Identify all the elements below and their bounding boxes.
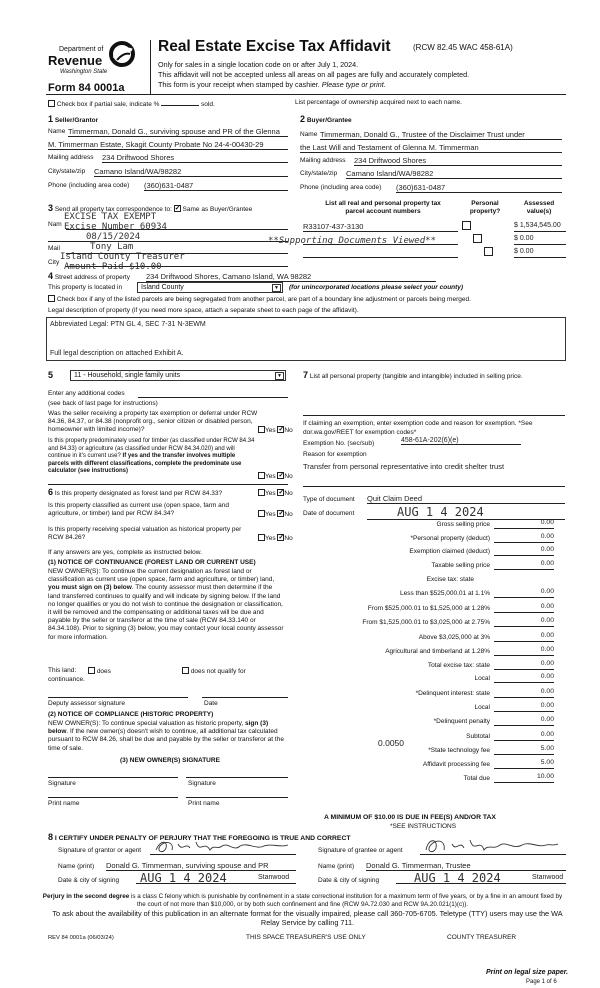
current-use-no-checkbox[interactable]: [277, 510, 284, 517]
sec5-q2-options: Yes ✓ No: [258, 472, 293, 480]
owner-print-label-1: Print name: [48, 800, 80, 807]
stamp-line-1: EXCISE TAX EXEMPT: [64, 212, 157, 222]
tax-row-label: Affidavit processing fee: [422, 761, 490, 768]
unincorporated-note: (for unincorporated locations please select your county): [289, 284, 464, 291]
tax-row-value[interactable]: 5.00: [494, 745, 554, 755]
does-not-qualify-checkbox[interactable]: [182, 667, 189, 674]
buyer-city-row: City/state/zip Camano Island/WA/98282: [300, 170, 562, 177]
buyer-mail-field[interactable]: 234 Driftwood Shores: [354, 156, 562, 166]
tax-row-label: From $525,000.01 to $1,525,000 at 1.28%: [367, 605, 490, 612]
same-as-buyer-checkbox[interactable]: [174, 205, 181, 212]
state-line: Washington State: [60, 69, 108, 75]
deputy-sig-line: [48, 697, 188, 698]
header-divider: [150, 40, 151, 95]
chevron-down-icon: ▼: [272, 284, 281, 292]
alt-format-notice: To ask about the availability of this publication in an alternate format for the visually impaired, please call 360-705-6705. Teletype (TTY) users may use the WA Relay Service by calling 711.: [52, 909, 563, 927]
reason-field[interactable]: Transfer from personal representative into credit shelter trust: [303, 462, 505, 471]
form-number: Form 84 0001a: [48, 82, 125, 94]
historic-no-checkbox[interactable]: [277, 534, 284, 541]
tax-row-value[interactable]: 0.00: [494, 560, 554, 570]
buyer-heading: 2 Buyer/Grantee: [300, 114, 352, 124]
certify-heading: 8 I CERTIFY UNDER PENALTY OF PERJURY THAT THE FOREGOING IS TRUE AND CORRECT: [48, 832, 351, 842]
tax-row-value[interactable]: 0.00: [494, 731, 554, 741]
seller-city-row: City/state/zip Camano Island/WA/98282: [48, 168, 288, 175]
rev-number: REV 84 0001a (06/03/24): [48, 935, 114, 941]
legal-line-1: Abbreviated Legal: PTN GL 4, SEC 7-31 N-3EWM: [50, 321, 206, 328]
legal-description-box[interactable]: [46, 317, 566, 361]
partial-sale-row: Check box if partial sale, indicate % sold.: [48, 100, 215, 108]
tax-row-value[interactable]: 0.00: [494, 617, 554, 627]
assessed-value-1[interactable]: $ 1,534,545.00: [514, 222, 566, 232]
sec3-city-label: City: [48, 259, 60, 266]
sec5-rule: [48, 484, 288, 485]
tax-row-label: Local: [474, 675, 490, 682]
personal-property-checkbox-1[interactable]: [462, 221, 471, 230]
sec3-mail-label: Mail: [48, 245, 60, 252]
parcel-header-value: Assessed value(s): [523, 200, 555, 215]
stamp-line-3: 08/15/2024: [86, 232, 141, 242]
assessed-value-2[interactable]: $ 0.00: [514, 235, 566, 245]
tax-row-label: *Delinquent penalty: [433, 718, 490, 725]
sec5-num: 5: [48, 370, 54, 380]
page-number: Page 1 of 6: [526, 979, 557, 985]
local-rate: 0.0050: [378, 738, 404, 748]
forest-yes-checkbox[interactable]: [258, 489, 265, 496]
compliance-heading: (2) NOTICE OF COMPLIANCE (HISTORIC PROPERTY): [48, 711, 214, 718]
sec6-q3-options: Yes ✓ No: [258, 534, 293, 542]
current-use-yes-checkbox[interactable]: [258, 510, 265, 517]
tax-row-value[interactable]: 0.00: [494, 632, 554, 642]
sec5-q1: Was the seller receiving a property tax exemption or deferral under RCW 84.36, 84.37, or 84.38 (nonprofit org., senior citizen or disabled person, homeowner with limited income)?: [48, 410, 258, 433]
stamp-line-4: Tony Lam: [90, 242, 134, 252]
seller-mail-field[interactable]: 234 Driftwood Shores: [102, 153, 288, 163]
sec3-heading: 3 Send all property tax correspondence to: ✓ Same as Buyer/Grantee: [48, 203, 252, 213]
stamp-line-6: Amount Paid $10.00: [64, 262, 162, 272]
exempt-no-row: Exemption No. (sec/sub) 458-61A-202(6)(e): [303, 440, 565, 447]
new-owner-sig-heading: (3) NEW OWNER(S) SIGNATURE: [120, 757, 220, 764]
tax-row-value[interactable]: 5.00: [494, 759, 554, 769]
continuance-heading: (1) NOTICE OF CONTINUANCE (FOREST LAND OR CURRENT USE): [48, 559, 256, 566]
chevron-down-icon: ▼: [275, 372, 284, 380]
tax-row-label: From $1,525,000.01 to $3,025,000 at 2.75%: [362, 619, 490, 626]
parcel-header-acct: List all real and personal property tax parcel account numbers: [325, 200, 441, 215]
tax-row-label: *State technology fee: [428, 747, 490, 754]
dept-line: Department of: [59, 46, 104, 53]
doc-type-row: Type of document Quit Claim Deed: [303, 496, 565, 503]
owner-sig-label-2: Signature: [188, 780, 216, 787]
grantor-signature: [152, 838, 292, 856]
grantee-name-row: Name (print) Donald G. Timmerman, Trustee: [318, 863, 568, 870]
tax-row-value[interactable]: 0.00: [494, 673, 554, 683]
tax-row-value[interactable]: 0.00: [494, 702, 554, 712]
tax-row-value[interactable]: 0.00: [494, 546, 554, 556]
buyer-name-line-1[interactable]: Timmerman, Donald G., Trustee of the Disclaimer Trust under: [320, 130, 562, 140]
additional-codes-field: [138, 397, 288, 398]
ownership-note: List percentage of ownership acquired next to each name.: [295, 99, 462, 106]
tax-row-value[interactable]: 0.00: [494, 716, 554, 726]
tax-row-label: Less than $525,000.01 at 1.1%: [400, 590, 490, 597]
grantee-date-row: Date & city of signing AUG 1 4 2024 Stanwood: [318, 877, 568, 884]
tax-row-label: Taxable selling price: [431, 562, 490, 569]
owner-print-line-2: [186, 797, 288, 798]
tax-row-label: Excise tax: state: [426, 576, 474, 583]
personal-property-line: [303, 415, 565, 416]
tax-row-value[interactable]: 0.00: [494, 533, 554, 543]
perjury-notice: Perjury in the second degree is a class C felony which is punishable by confinement in a state correctional institution for a maximum term of five years, or by a fine in an amount fixed by the court of not more than $10,000, or by both such confinement and fine (RCW 9A.72.030 and RCW 9A.20.021(1)(c)).: [42, 893, 563, 908]
buyer-phone-row: Phone (including area code) (360)631-0487: [300, 184, 562, 191]
tax-row-value[interactable]: 0.00: [494, 588, 554, 598]
tax-row-label: Agricultural and timberland at 1.28%: [385, 648, 490, 655]
dor-logo: [48, 40, 146, 80]
sec6-q1: 6 Is this property designated as forest land per RCW 84.33?: [48, 487, 223, 497]
sec6-q2-options: Yes ✓ No: [258, 510, 293, 518]
parcel-header-personal: Personal property?: [469, 200, 501, 215]
sec6-q1-options: Yes ✓ No: [258, 489, 293, 497]
tax-row-label: Above $3,025,000 at 3%: [418, 634, 490, 641]
sec6-note: If any answers are yes, complete as instructed below.: [48, 549, 202, 556]
parcel-acct-3[interactable]: [303, 248, 458, 258]
exempt-stamp: [60, 212, 185, 272]
partial-sale-checkbox[interactable]: [48, 100, 55, 107]
seller-phone-field[interactable]: (360)631-0487: [144, 181, 288, 191]
exempt-note: If claiming an exemption, enter exemption code and reason for exemption. *See dor.wa.gov/REET for exemption codes*: [303, 420, 533, 436]
header-line-1: Only for sales in a single location code on or after July 1, 2024.: [158, 60, 359, 69]
tax-row-value[interactable]: 10.00: [494, 773, 554, 783]
parcel-acct-1[interactable]: R33107-437-3130: [303, 222, 458, 232]
grantee-sig-label: Signature of grantee or agent: [318, 847, 403, 854]
tax-row-label: Subtotal: [466, 733, 490, 740]
property-street-field[interactable]: 234 Driftwood Shores, Camano Island, WA 98282: [146, 272, 436, 282]
legal-line-2: Full legal description on attached Exhibit A.: [50, 350, 184, 357]
form-title: Real Estate Excise Tax Affidavit: [158, 38, 391, 55]
owner-sig-line-2: [186, 777, 288, 778]
personal-property-checkbox-2[interactable]: [473, 234, 482, 243]
assessed-value-3[interactable]: $ 0.00: [514, 248, 566, 258]
stamp-line-2: Excise Number 60934: [64, 222, 167, 232]
parcel-acct-2[interactable]: [303, 235, 458, 245]
seller-name-row: Name Timmerman, Donald G., surviving spouse and PR of the Glenna: [48, 128, 288, 135]
additional-codes-label: Enter any additional codes: [48, 390, 125, 397]
county-treasurer: COUNTY TREASURER: [447, 934, 517, 941]
grantee-name-field[interactable]: Donald G. Timmerman, Trustee: [366, 861, 566, 871]
sec5-q1-options: Yes ✓ No: [258, 426, 293, 434]
header-line-3: This form is your receipt when stamped by cashier. Please type or print.: [158, 80, 386, 89]
seller-city-field[interactable]: Camano Island/WA/98282: [94, 167, 288, 177]
owner-sig-label-1: Signature: [48, 780, 76, 787]
owner-print-line-1: [48, 797, 178, 798]
segregated-row: Check box if any of the listed parcels are being segregated from another parcel, are part of a boundary line adjustment or parcels being merged.: [48, 295, 573, 303]
forest-no-checkbox[interactable]: [277, 489, 284, 496]
sec4-street-row: 4 Street address of property 234 Driftwood Shores, Camano Island, WA 98282: [48, 271, 568, 281]
seller-name-line-1[interactable]: Timmerman, Donald G., surviving spouse and PR of the Glenna: [68, 127, 288, 137]
seller-name-line-2[interactable]: M. Timmerman Estate, Skagit County Probate No 24-4-00430-29: [48, 140, 288, 150]
deputy-sig-label: Deputy assessor signature: [48, 700, 125, 707]
buyer-phone-field[interactable]: (360)631-0487: [396, 183, 562, 193]
historic-yes-checkbox[interactable]: [258, 534, 265, 541]
form-rcw: (RCW 82.45 WAC 458-61A): [413, 43, 513, 52]
swirl-logo-icon: [108, 40, 136, 68]
reason-line: [303, 486, 565, 487]
buyer-city-field[interactable]: Camano Island/WA/98282: [346, 169, 562, 179]
doc-type-field[interactable]: Quit Claim Deed: [367, 494, 565, 504]
does-qualify-checkbox[interactable]: [88, 667, 95, 674]
q2-yes-checkbox[interactable]: [258, 472, 265, 479]
buyer-name-row: Name Timmerman, Donald G., Trustee of the Disclaimer Trust under: [300, 131, 562, 138]
sec3-name-label: Nam: [48, 221, 62, 228]
doc-date-field[interactable]: AUG 1 4 2024: [367, 505, 565, 520]
header-line-2: This affidavit will not be accepted unless all areas on all pages are fully and accurately completed.: [158, 70, 470, 79]
grantee-signature: [422, 836, 562, 856]
tax-row-value[interactable]: 0.00: [494, 646, 554, 656]
deputy-date-label: Date: [204, 700, 218, 707]
minimum-due-note: A MINIMUM OF $10.00 IS DUE IN FEE(S) AND/OR TAX: [324, 814, 496, 821]
tax-row-value[interactable]: 0.00: [494, 519, 554, 529]
grantor-name-field[interactable]: Donald G. Timmerman, surviving spouse and PR: [106, 861, 296, 871]
legal-paper-note: Print on legal size paper.: [486, 969, 569, 976]
sec5-q2: Is this property predominately used for timber (as classified under RCW 84.34 and 84.33) or agriculture (as classified under RCW 84.34.020) and will continue in it's current use? If yes and the transfer involves multiple parcels with different classifications, complete the predominate use calculator (see instructions): [48, 438, 255, 474]
sec6-q3: Is this property receiving special valuation as historical property per RCW 84.26?: [48, 526, 242, 541]
located-in-label: This property is located in: [48, 284, 123, 291]
doc-date-row: Date of document AUG 1 4 2024: [303, 510, 565, 517]
county-select[interactable]: Island County ▼: [137, 282, 283, 293]
tax-row-label: Total due: [463, 775, 490, 782]
tax-row-label: *Delinquent interest: state: [415, 690, 490, 697]
sec6-q2: Is this property classified as current use (open space, farm and agriculture, or timber) land per RCW 84.34?: [48, 502, 230, 517]
this-land-row: This land: does does not qualify for: [48, 667, 246, 675]
buyer-mail-row: Mailing address 234 Driftwood Shores: [300, 157, 562, 164]
reason-label: Reason for exemption: [303, 451, 367, 458]
dept-name: Revenue: [48, 53, 103, 68]
q1-no-checkbox[interactable]: [277, 426, 284, 433]
partial-percent-field[interactable]: [161, 105, 199, 106]
see-instructions: *SEE INSTRUCTIONS: [390, 823, 457, 830]
sec7-label: 7 List all personal property (tangible and intangible) included in selling price.: [303, 370, 523, 380]
grantor-name-row: Name (print) Donald G. Timmerman, surviving spouse and PR: [58, 863, 298, 870]
seller-phone-row: Phone (including area code) (360)631-0487: [48, 182, 288, 189]
owner-sig-line-1: [48, 777, 178, 778]
deputy-date-line: [202, 697, 288, 698]
tax-row-label: Gross selling price: [436, 521, 490, 528]
tax-row-label: Exemption claimed (deduct): [409, 548, 490, 555]
seller-mail-row: Mailing address 234 Driftwood Shores: [48, 154, 288, 161]
continuance-text: NEW OWNER(S): To continue the current designation as forest land or classification as current use (open space, farm and agriculture, or timber) land, you must sign on (3) below. The county assessor must then determine if the land transferred continues to qualify and will indicate by signing below. If the land no longer qualifies or you do not wish to continue the designation or classification, it will be removed and the compensating or additional taxes will be due and payable by the seller or transferor at the time of sale (RCW 84.33.140 or 84.34.108). Prior to signing (3) below, you may contact your local county assessor for more information.: [48, 568, 284, 641]
grantor-date-field[interactable]: AUG 1 4 2024 Stanwood: [136, 873, 296, 884]
q2-no-checkbox[interactable]: [277, 472, 284, 479]
continuance-word: continuance.: [48, 676, 85, 683]
seller-heading: 1 Seller/Grantor: [48, 114, 99, 124]
additional-codes-note: (see back of last page for instructions): [48, 400, 158, 407]
legal-desc-label: Legal description of property (if you need more space, attach a separate sheet to each page of the affidavit).: [48, 307, 359, 314]
tax-row-label: *Personal property (deduct): [410, 535, 490, 542]
stamp-line-5: Island County Treasurer: [60, 252, 185, 262]
segregated-checkbox[interactable]: [48, 295, 55, 302]
land-use-select[interactable]: 11 - Household, single family units ▼: [70, 370, 286, 381]
tax-row-value[interactable]: 0.00: [494, 688, 554, 698]
personal-property-checkbox-3[interactable]: [484, 247, 493, 256]
supporting-docs-stamp: **Supporting Documents Viewed**: [268, 236, 436, 246]
grantor-sig-label: Signature of grantor or agent: [58, 847, 142, 854]
treasurer-use: THIS SPACE TREASURER'S USE ONLY: [246, 934, 366, 941]
grantee-date-field[interactable]: AUG 1 4 2024 Stanwood: [396, 873, 566, 884]
tax-row-label: Local: [474, 704, 490, 711]
buyer-name-line-2[interactable]: the Last Will and Testament of Glenna M. Timmerman: [300, 143, 562, 153]
q1-yes-checkbox[interactable]: [258, 426, 265, 433]
compliance-text: NEW OWNER(S): To continue special valuation as historic property, sign (3) below. If the new owner(s) doesn't wish to continue, all additional tax calculated pursuant to RCW 84.26, shall be due and payable by the seller or transferor at the time of sale.: [48, 720, 284, 752]
exemption-number-field[interactable]: 458-61A-202(6)(e): [401, 437, 521, 445]
tax-row-value[interactable]: 0.00: [494, 603, 554, 613]
owner-print-label-2: Print name: [188, 800, 220, 807]
tax-row-label: Total excise tax: state: [427, 662, 490, 669]
tax-row-value[interactable]: 0.00: [494, 660, 554, 670]
grantor-date-row: Date & city of signing AUG 1 4 2024 Stanwood: [58, 877, 298, 884]
header-rule: [46, 94, 566, 95]
